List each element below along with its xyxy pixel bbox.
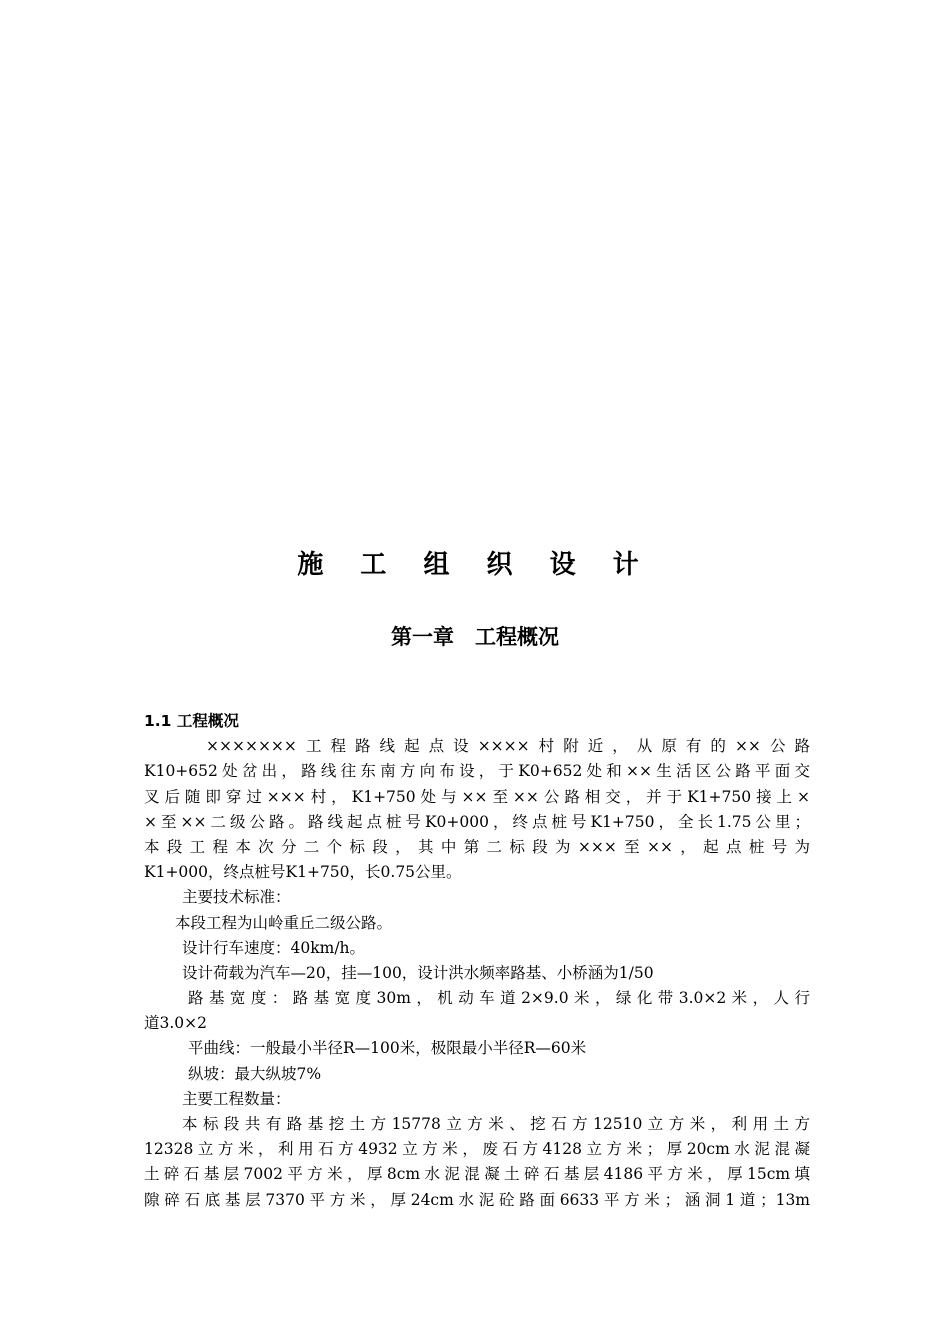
paragraph-line: ×至××二级公路。路线起点桩号K0+000，终点桩号K1+750，全长1.75公里； (144, 812, 810, 831)
paragraph-line: ×××××××工程路线起点设××××村附近，从原有的××公路 (206, 737, 810, 756)
quantities-paragraph (144, 1112, 810, 1213)
road-grade-text: 本段工程为山岭重丘二级公路。 (175, 913, 393, 932)
paragraph-line: 路基宽度：路基宽度30m，机动车道2×9.0米，绿化带3.0×2米，人行 (188, 989, 810, 1008)
design-speed-text: 设计行车速度：40km/h。 (182, 938, 366, 957)
section-heading: 1.1 工程概况 (144, 712, 239, 730)
paragraph-line: K1+000，终点桩号K1+750，长0.75公里。 (144, 863, 462, 882)
standards-heading: 主要技术标准： (182, 888, 291, 907)
roadbed-width-paragraph (144, 986, 810, 1036)
paragraph-line: 道3.0×2 (144, 1014, 207, 1033)
design-load-text: 设计荷载为汽车—20，挂—100，设计洪水频率路基、小桥涵为1/50 (182, 963, 654, 982)
paragraph-line: 本标段共有路基挖土方15778立方米、挖石方12510立方米，利用土方 (182, 1115, 810, 1133)
paragraph-line: 叉后随即穿过×××村，K1+750处与××至××公路相交，并于K1+750接上× (144, 787, 810, 806)
chapter-heading: 第一章 工程概况 (391, 625, 559, 649)
document-body (144, 709, 810, 1213)
curve-text: 平曲线：一般最小半径R—100米，极限最小半径R—60米 (188, 1039, 587, 1058)
paragraph-line: 本段工程本次分二个标段，其中第二标段为×××至××，起点桩号为 (144, 837, 810, 856)
paragraph-line: 12328立方米，利用石方4932立方米，废石方4128立方米；厚20cm水泥混凝 (144, 1140, 810, 1159)
paragraph-line: K10+652处岔出，路线往东南方向布设，于K0+652处和××生活区公路平面交 (144, 762, 810, 781)
document-title: 施 工 组 织 设 计 (297, 550, 653, 580)
overview-paragraph (144, 734, 810, 885)
slope-text: 纵坡：最大纵坡7% (188, 1064, 322, 1083)
quantities-heading: 主要工程数量： (182, 1089, 291, 1108)
paragraph-line: 土碎石基层7002平方米，厚8cm水泥混凝土碎石基层4186平方米，厚15cm填 (144, 1165, 810, 1184)
paragraph-line: 隙碎石底基层7370平方米，厚24cm水泥砼路面6633平方米；涵洞1道；13m (144, 1190, 810, 1209)
